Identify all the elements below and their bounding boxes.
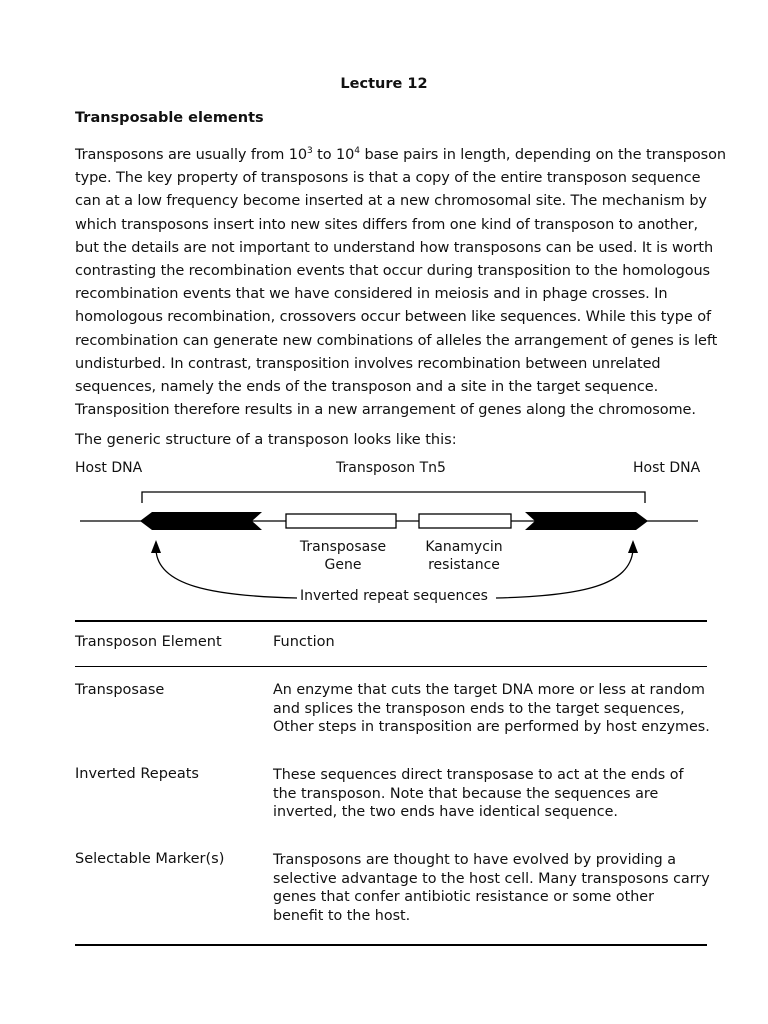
- transposase-gene-box: [286, 514, 396, 528]
- table-row-element: Transposase: [75, 682, 165, 698]
- paragraph-line: can at a low frequency become inserted at a new chromosomal site. The mechanism by: [75, 193, 707, 210]
- transposase-gene-label: Transposase Gene: [299, 539, 387, 573]
- col-function-header: Function: [273, 634, 335, 650]
- table-row-element: Selectable Marker(s): [75, 851, 225, 867]
- left-curve-arrow: [156, 550, 297, 598]
- table-top-rule: [75, 620, 707, 622]
- host-dna-left-label: Host DNA: [75, 460, 143, 476]
- table-header-rule: [75, 666, 707, 667]
- paragraph-line: homologous recombination, crossovers occur between like sequences. While this type of: [75, 309, 711, 326]
- paragraph-line: Transposons are usually from $10^3$ to $10^4$ base pairs in length, depending on the transposon: [75, 146, 726, 163]
- host-dna-right-label: Host DNA: [633, 460, 701, 476]
- paragraph-line: but the details are not important to understand how transposons can be used. It is worth: [75, 239, 714, 256]
- right-curve-arrow: [496, 550, 633, 598]
- table-row-function: An enzyme that cuts the target DNA more or less at random and splices the transposon ends to the target sequences, Other steps in transposition are performed by host enzymes.: [273, 682, 710, 736]
- table-row-function: These sequences direct transposase to act at the ends of the transposon. Note that because the sequences are inverted, the two ends have identical sequence.: [273, 767, 684, 821]
- table-bottom-rule: [75, 944, 707, 946]
- paragraph-line: sequences, namely the ends of the transposon and a site in the target sequence.: [75, 379, 659, 396]
- paragraph-line: undisturbed. In contrast, transposition involves recombination between unrelated: [75, 355, 661, 372]
- paragraph-line: recombination events that we have considered in meiosis and in phage crosses. In: [75, 286, 668, 303]
- left-inverted-repeat: [140, 512, 262, 530]
- paragraph-line: contrasting the recombination events that occur during transposition to the homologous: [75, 263, 711, 280]
- right-inverted-repeat: [525, 512, 648, 530]
- paragraph-line: recombination can generate new combinations of alleles the arrangement of genes is left: [75, 332, 718, 349]
- paragraph-line: type. The key property of transposons is that a copy of the entire transposon sequence: [75, 170, 701, 187]
- diagram-intro: The generic structure of a transposon looks like this:: [75, 432, 457, 448]
- left-arrowhead: [151, 540, 161, 553]
- inverted-repeats-label: Inverted repeat sequences: [300, 588, 488, 604]
- section-title: Transposable elements: [75, 110, 264, 126]
- transposon-name-label: Transposon Tn5: [336, 460, 446, 476]
- table-row-element: Inverted Repeats: [75, 766, 199, 782]
- transposon-bracket: [142, 492, 645, 503]
- right-arrowhead: [628, 540, 638, 553]
- kanamycin-box: [419, 514, 511, 528]
- paragraph-line: which transposons insert into new sites differs from one kind of transposon to another,: [75, 216, 699, 233]
- lecture-title: Lecture 12: [340, 76, 428, 92]
- paragraph-line: Transposition therefore results in a new arrangement of genes along the chromosome.: [75, 402, 696, 419]
- col-element-header: Transposon Element: [75, 634, 222, 650]
- kanamycin-label: Kanamycin resistance: [425, 539, 503, 573]
- table-row-function: Transposons are thought to have evolved by providing a selective advantage to the host cell. Many transposons carry genes that confer antibiotic resistance or some other benefit to the host.: [273, 852, 710, 924]
